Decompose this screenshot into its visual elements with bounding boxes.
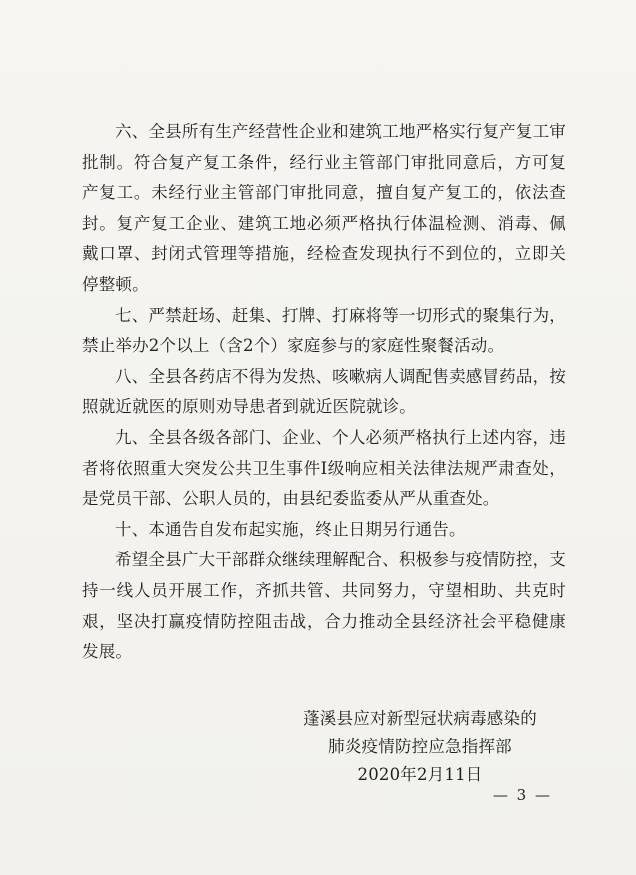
- paragraph-item-10: 十、本通告自发布起实施，终止日期另行通告。: [115, 519, 466, 539]
- paragraph-item-7: 七、严禁赶场、赶集、打牌、打麻将等一切形式的聚集行为，禁止举办2个以上（含2个）家庭参与的家庭性聚餐活动。: [82, 305, 566, 356]
- notice-body: [82, 117, 566, 668]
- signature-block: [240, 705, 600, 789]
- paragraph-item-6: 六、全县所有生产经营性企业和建筑工地严格实行复产复工审批制。符合复产复工条件，经行业主管部门审批同意后，方可复产复工。未经行业主管部门审批同意，擅自复产复工的，依法查封。复产复工企业、建筑工地必须严格执行体温检测、消毒、佩戴口罩、封闭式管理等措施，经检查发现执行不到位的，立即关停整顿。: [82, 122, 566, 294]
- issuer-line-2: 肺炎疫情防控应急指挥部: [328, 737, 512, 756]
- paragraph-item-9: 九、全县各级各部门、企业、个人必须严格执行上述内容，违者将依照重大突发公共卫生事件Ⅰ级响应相关法律法规严肃查处，是党员干部、公职人员的，由县纪委监委从严从重查处。: [82, 427, 566, 509]
- paragraph-item-8: 八、全县各药店不得为发热、咳嗽病人调配售卖感冒药品，按照就近就医的原则劝导患者到就近医院就诊。: [82, 366, 566, 417]
- issuer-line-1: 蓬溪县应对新型冠状病毒感染的: [303, 709, 537, 728]
- closing-paragraph: 希望全县广大干部群众继续理解配合、积极参与疫情防控，支持一线人员开展工作，齐抓共管、共同努力，守望相助、共克时艰，坚决打赢疫情防控阻击战，合力推动全县经济社会平稳健康发展。: [82, 550, 566, 662]
- page-number: — 3 —: [492, 786, 552, 804]
- issue-date: 2020年2月11日: [357, 765, 483, 784]
